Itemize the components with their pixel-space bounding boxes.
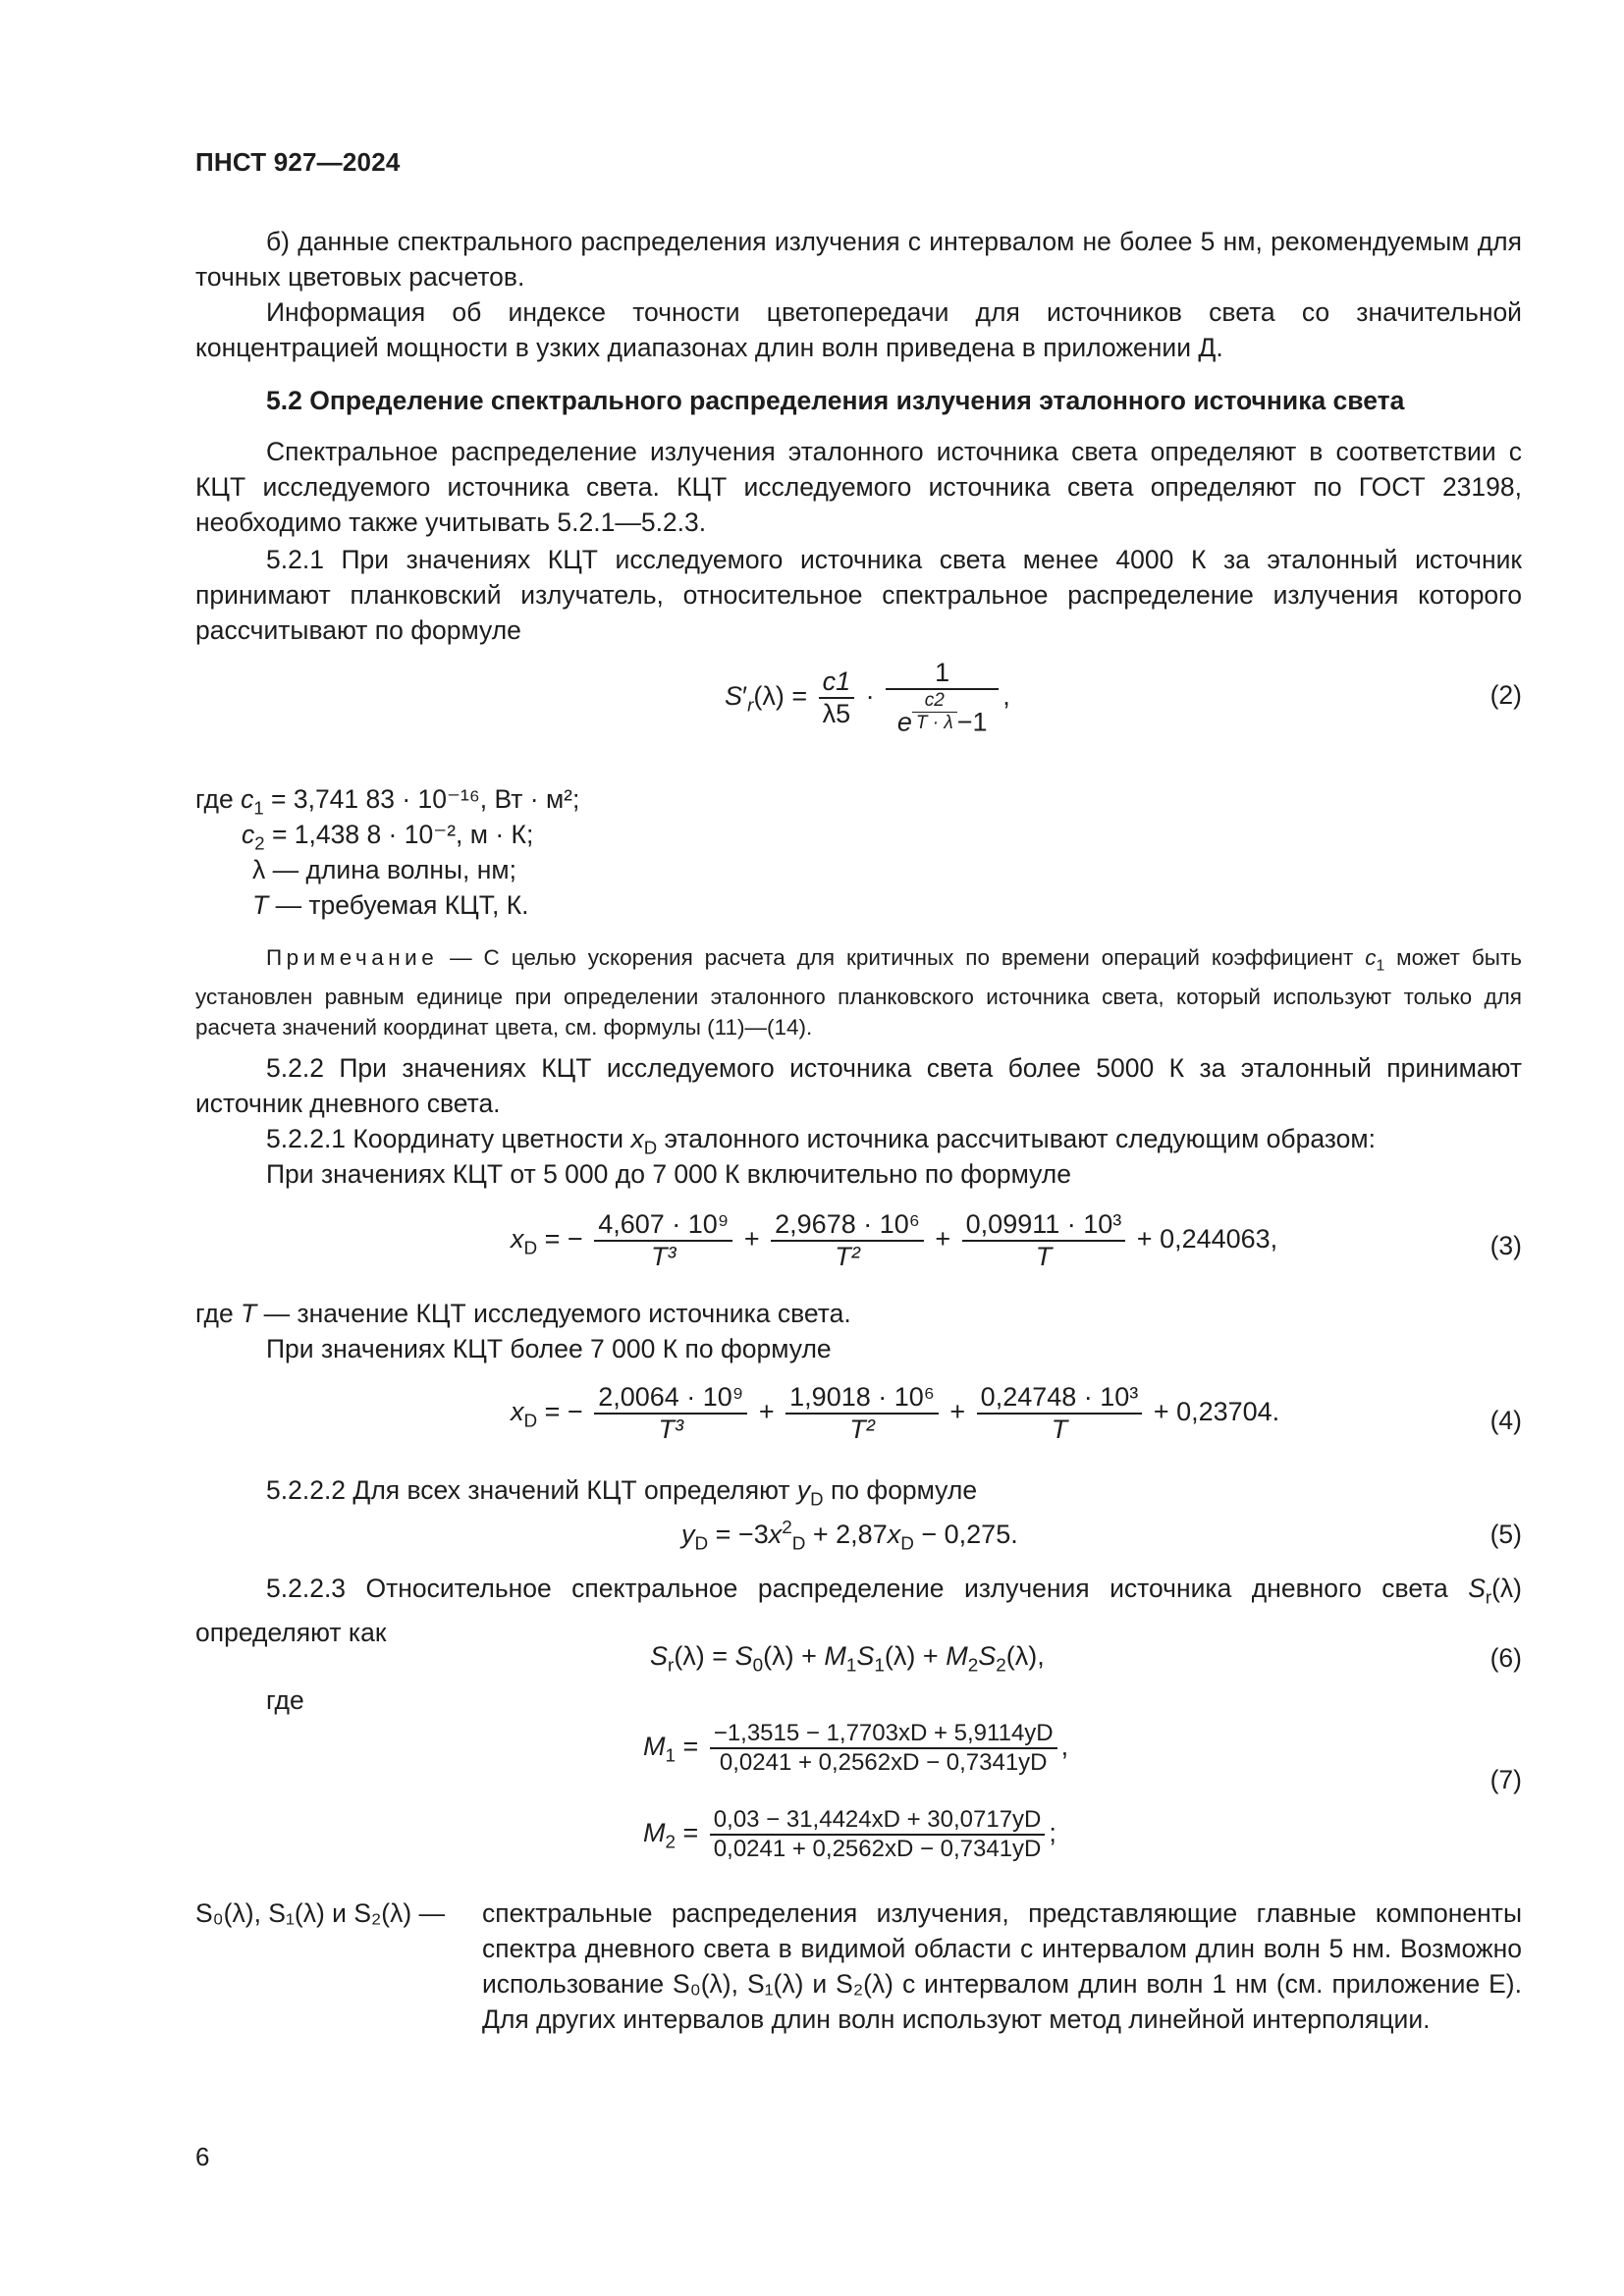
paragraph-info: Информация об индексе точности цветопередачи для источников света со значительной концентрацией мощности в узких диапазонах длин волн приведена в приложении Д.	[195, 297, 1522, 362]
page-number: 6	[195, 2142, 210, 2171]
equation-number-5: (5)	[1489, 1520, 1522, 1549]
eq4-term-2: $\frac{\text{1,9018 · 10⁶}}{\text{T²}}$	[785, 1382, 939, 1445]
section-title: 5.2 Определение спектрального распределения излучения эталонного источника света	[266, 386, 1405, 415]
paragraph-range-2: При значениях КЦТ более 7 000 К по формуле	[266, 1334, 832, 1363]
final-symbols: S₀(λ), S₁(λ) и S₂(λ) —	[195, 1898, 446, 1928]
eq7-m1-frac: $\frac{-1,3515 - 1,7703xD + 5,9114yD}{0,0241 + 0,2562xD - 0,7341yD}$	[710, 1720, 1057, 1777]
paragraph-5-2-1: 5.2.1 При значениях КЦТ исследуемого источника света менее 4000 К за эталонный источник принимают планковский излучатель, относительное спектральное распределение излучения которого рассчитывают по формуле	[195, 545, 1522, 645]
paragraph-b: б) данные спектрального распределения излучения с интервалом не более 5 нм, рекомендуемым для точных цветовых расчетов.	[195, 227, 1522, 292]
def-lambda: λ — длина волны, нм;	[252, 855, 516, 884]
eq4-term-3: $\frac{\text{0,24748 · 10³}}{T}$	[977, 1382, 1143, 1445]
eq7-m2-frac: $\frac{0,03 - 31,4424xD + 30,0717yD}{0,0241 + 0,2562xD - 0,7341yD}$	[710, 1806, 1046, 1863]
equation-number-2: (2)	[1489, 680, 1522, 710]
paragraph-5-2-2: 5.2.2 При значениях КЦТ исследуемого источника света более 5000 К за эталонный принимают источник дневного света.	[195, 1053, 1522, 1118]
eq3-term-3: $\frac{\text{0,09911 · 10³}}{T}$	[962, 1209, 1126, 1272]
note: Примечание — С целью ускорения расчета для критичных по времени операций коэффициент $c_1$ может быть установлен равным единице при определении эталонного планковского источника света, который используют только для расчета значений координат цвета, см. формулы (11)—(14).	[195, 945, 1522, 1040]
paragraph-5-2: Спектральное распределение излучения эталонного источника света определяют в соответствии с КЦТ исследуемого источника света. КЦТ исследуемого источника света определяют по ГОСТ 23198, необходимо также учитывать 5.2.1—5.2.3.	[195, 437, 1522, 537]
equation-7-m2: $M_2$ = $\frac{0,03 - 31,4424xD + 30,0717yD}{0,0241 + 0,2562xD - 0,7341yD}$ ;	[643, 1806, 1056, 1862]
eq3-term-1: $\frac{\text{4,607 · 10⁹}}{\text{T³}}$	[594, 1209, 732, 1272]
eq2-frac-a: $\frac{c1}{\lambda 5}$	[819, 667, 855, 729]
paragraph-5-2-2-1: 5.2.2.1 Координату цветности $x_D$ эталонного источника рассчитывают следующим образом:	[266, 1124, 1376, 1158]
eq2-frac-b: 1 e $^{\frac{c2}{T \cdot \lambda}}$ −1	[886, 658, 999, 738]
equation-number-4: (4)	[1489, 1406, 1522, 1435]
equation-7-m1: $M_1$ = $\frac{-1,3515 - 1,7703xD + 5,9114yD}{0,0241 + 0,2562xD - 0,7341yD}$ ,	[643, 1720, 1069, 1776]
equation-number-7: (7)	[1489, 1765, 1522, 1794]
eq4-term-1: $\frac{\text{2,0064 · 10⁹}}{\text{T³}}$	[594, 1382, 747, 1445]
equation-2: $S'_r(\lambda)$ = $\frac{c1}{\lambda 5}$ · 1 e $^{\frac{c2}{T \cdot \lambda}}$ −1 ,	[725, 658, 1010, 737]
where-label-2: где	[266, 1685, 304, 1715]
def-T: T — требуемая КЦТ, К.	[252, 890, 529, 920]
paragraph-5-2-2-3: 5.2.2.3 Относительное спектральное распределение излучения источника дневного света $S_r(\lambda)$ определяют как	[195, 1574, 1522, 1648]
final-description: спектральные распределения излучения, представляющие главные компоненты спектра дневного света в видимой области с интервалом длин волн 5 нм. Возможно использование S₀(λ), S₁(λ) и S₂(λ) с интервалом длин волн 1 нм (см. приложение Е). Для других интервалов длин волн используют метод линейной интерполяции.	[482, 1898, 1522, 2034]
eq3-term-2: $\frac{\text{2,9678 · 10⁶}}{\text{T²}}$	[771, 1209, 924, 1272]
equation-4: $x_D$ = − $\frac{\text{2,0064 · 10⁹}}{\text{T³}}$ + $\frac{\text{1,9018 · 10⁶}}{\text{T²}}$ + $\frac{\text{0,24748 · 10³}}{T}$ + 0,23704.	[511, 1382, 1280, 1444]
paragraph-where-T: где T — значение КЦТ исследуемого источника света.	[195, 1299, 851, 1328]
equation-number-6: (6)	[1489, 1643, 1522, 1673]
equation-5: $y_D = -3x^2_D + 2,87x_D - 0,275$.	[681, 1518, 1018, 1555]
equation-3: $x_D$ = − $\frac{\text{4,607 · 10⁹}}{\text{T³}}$ + $\frac{\text{2,9678 · 10⁶}}{\text{T²}}$ + $\frac{\text{0,09911 · 10³}}{T}$ + 0,244063,	[511, 1209, 1278, 1271]
paragraph-range-1: При значениях КЦТ от 5 000 до 7 000 К включительно по формуле	[266, 1159, 1071, 1189]
def-c2: $c_2 = 1,438$ 8 · 10⁻², м · К;	[242, 820, 534, 854]
def-c1: где $c_1 = 3,741$ 83 · 10⁻¹⁶, Вт · м²;	[195, 784, 580, 819]
paragraph-5-2-2-2: 5.2.2.2 Для всех значений КЦТ определяют $y_D$ по формуле	[266, 1475, 978, 1510]
document-header: ПНСТ 927—2024	[195, 147, 401, 177]
equation-6: $S_r(\lambda) = S_0(\lambda) + M_1S_1(\lambda) + M_2S_2(\lambda)$,	[650, 1641, 1045, 1677]
equation-number-3: (3)	[1489, 1231, 1522, 1260]
